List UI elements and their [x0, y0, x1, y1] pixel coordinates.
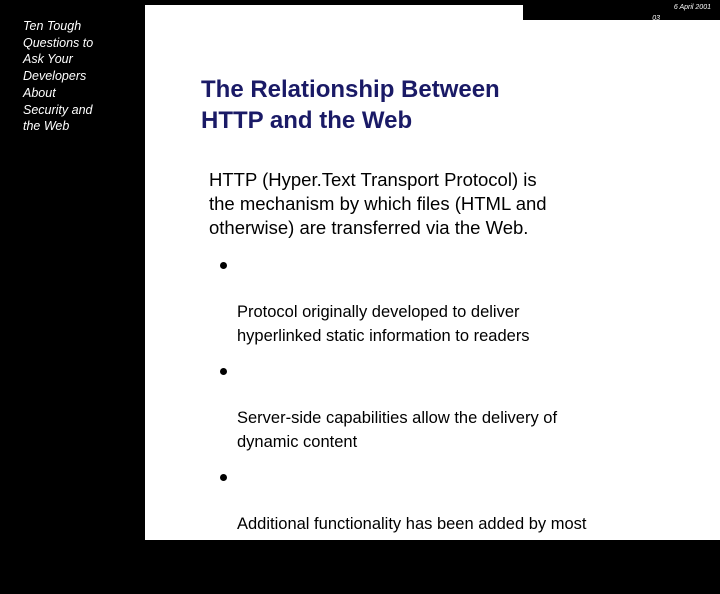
list-item [213, 252, 693, 348]
slide-date: 6 April 2001 [673, 4, 711, 11]
bullet-text: Additional functionality has been added by most browser manufacturers to allow the user to interact with server-delivered content [237, 515, 587, 581]
bullet-list [213, 252, 693, 594]
list-item [213, 464, 693, 584]
slide-page-number: 03 [652, 15, 660, 20]
lead-paragraph: HTTP (Hyper.Text Transport Protocol) is the mechanism by which files (HTML and otherwise) are transferred via the Web. [209, 169, 547, 238]
bullet-icon [220, 368, 227, 375]
bullet-text: Protocol originally developed to deliver hyperlinked static information to readers [237, 303, 530, 345]
slide-title: The Relationship Between HTTP and the Web [201, 76, 500, 134]
sidebar-title: Ten Tough Questions to Ask Your Developers About Security and the Web [23, 19, 94, 134]
bullet-text: Server-side capabilities allow the delivery of dynamic content [237, 409, 558, 451]
bullet-icon [220, 262, 227, 269]
list-item [213, 358, 693, 454]
bullet-icon [220, 474, 227, 481]
sidebar [0, 0, 145, 540]
header-bar [523, 0, 720, 20]
